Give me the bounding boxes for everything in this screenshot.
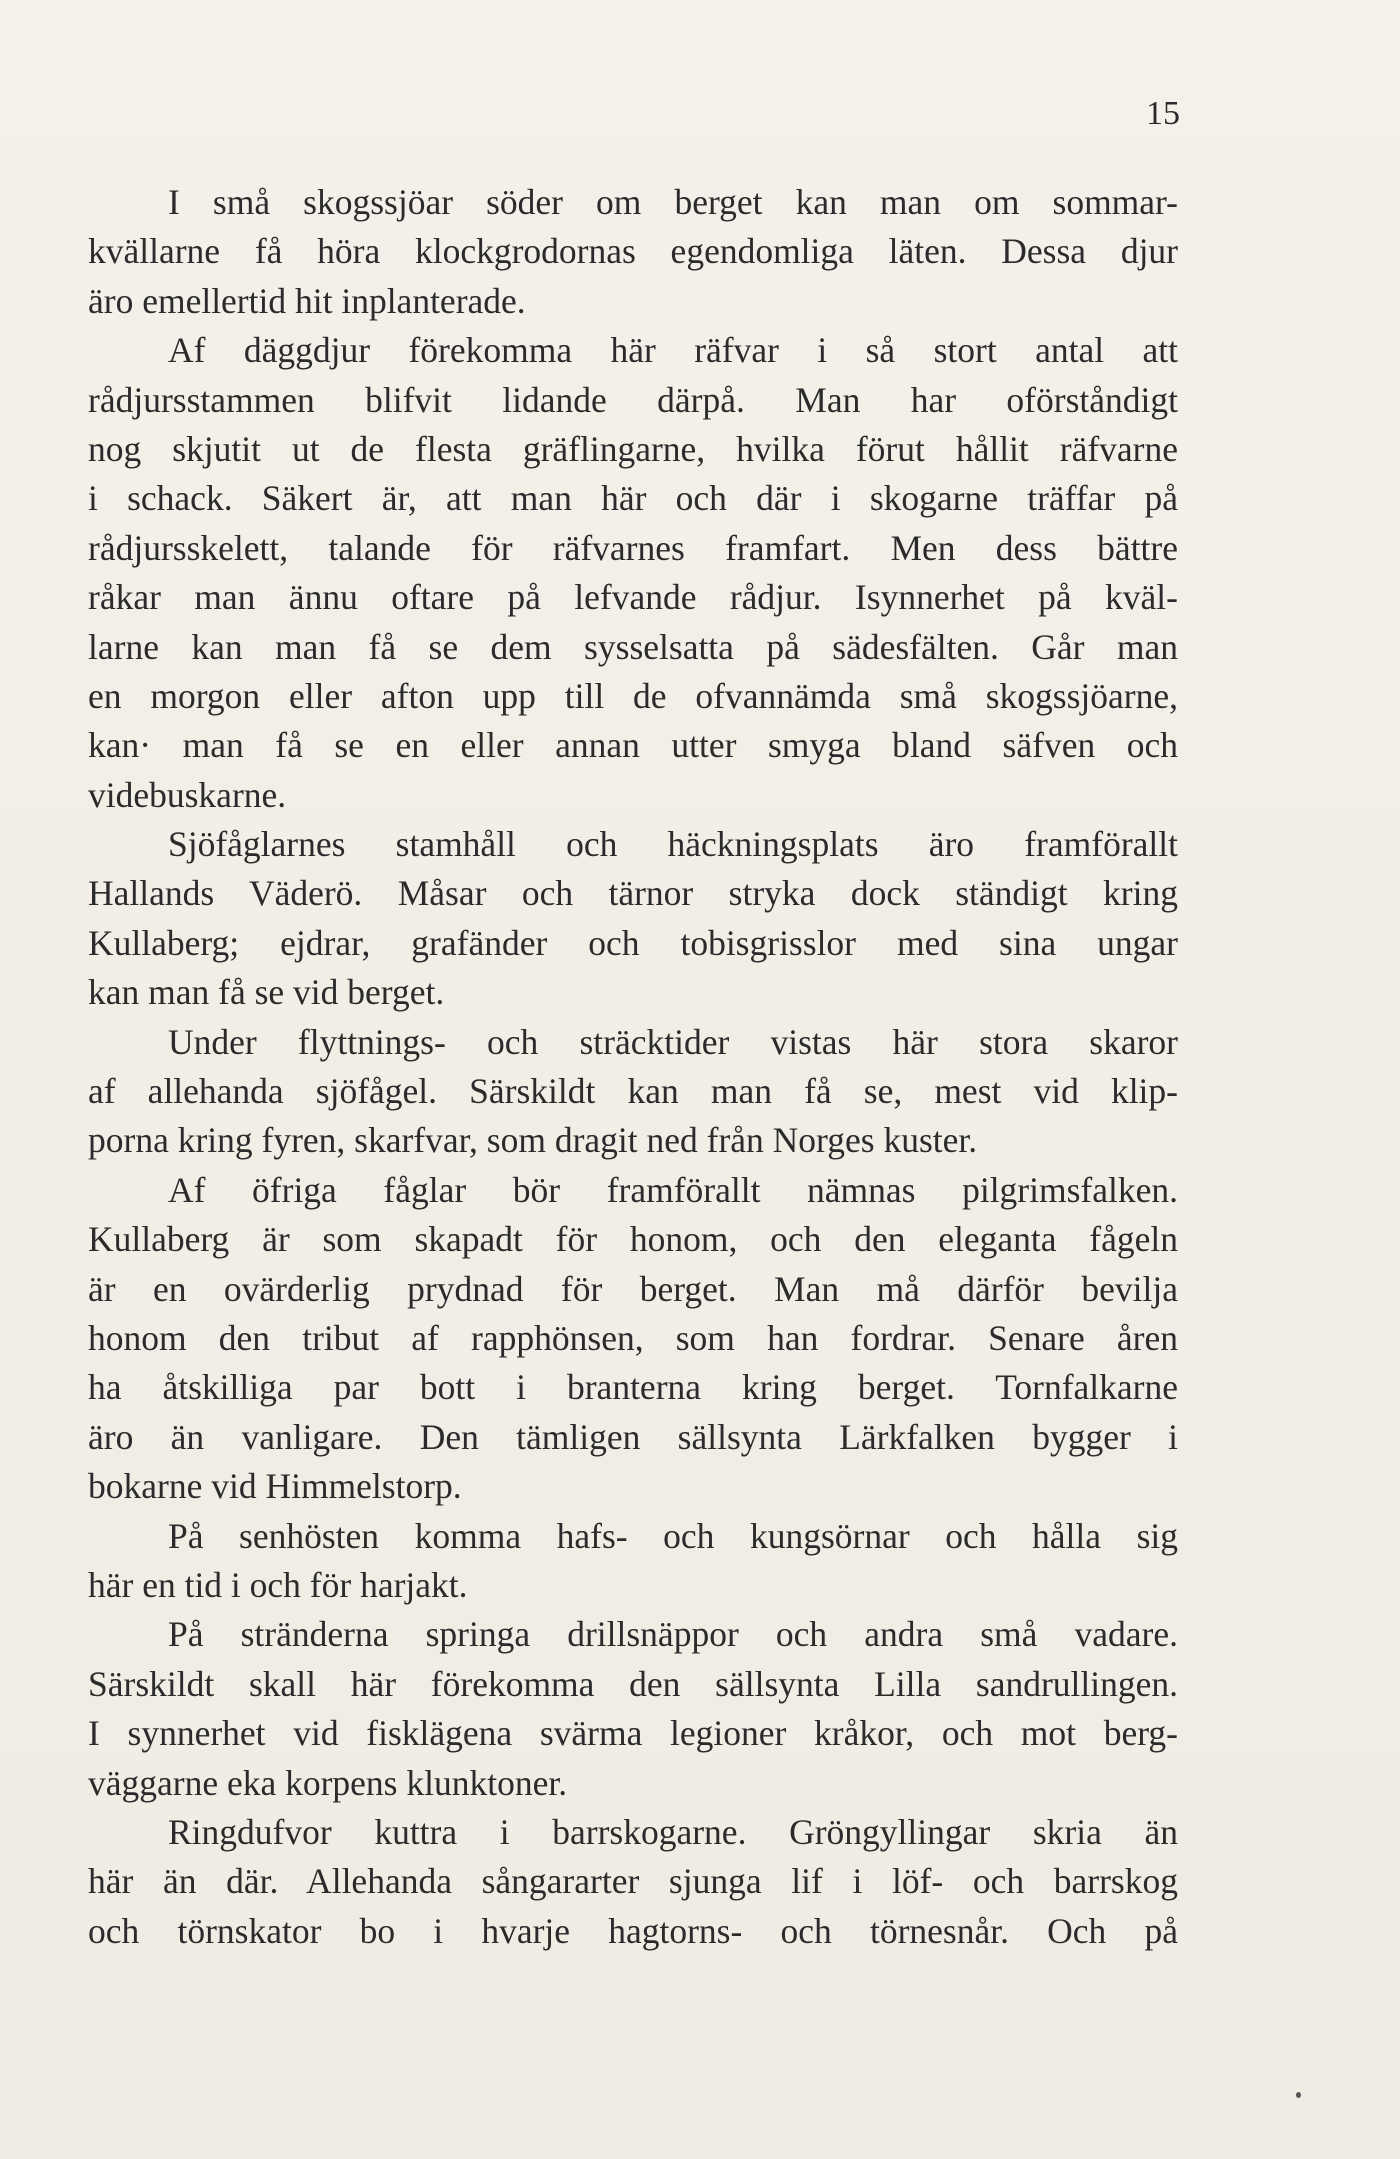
page-number: 15 xyxy=(1146,95,1180,132)
text-line: Af däggdjur förekomma här räfvar i så stort antal att xyxy=(168,330,1178,371)
paragraph xyxy=(88,1610,1178,1808)
text-line: Under flyttnings- och sträcktider vistas här stora skaror xyxy=(168,1021,1178,1062)
paper-speck xyxy=(1296,2092,1301,2098)
text-line: Hallands Väderö. Måsar och tärnor stryka dock ständigt kring xyxy=(88,873,1178,914)
body-text xyxy=(88,178,1178,1956)
text-line: I synnerhet vid fisklägena svärma legioner kråkor, och mot berg- xyxy=(88,1713,1178,1754)
text-line: Kullaberg; ejdrar, grafänder och tobisgrisslor med sina ungar xyxy=(88,922,1178,963)
text-line: är en ovärderlig prydnad för berget. Man må därför bevilja xyxy=(88,1268,1178,1309)
text-line: kan· man få se en eller annan utter smyga bland säfven och xyxy=(88,725,1178,766)
paragraph xyxy=(88,326,1178,820)
text-line: På senhösten komma hafs- och kungsörnar och hålla sig xyxy=(168,1515,1178,1556)
paragraph xyxy=(88,178,1178,326)
text-line: Särskildt skall här förekomma den sällsynta Lilla sandrullingen. xyxy=(88,1663,1178,1704)
text-line: här en tid i och för harjakt. xyxy=(88,1564,468,1605)
text-line: larne kan man få se dem sysselsatta på sädesfälten. Går man xyxy=(88,626,1178,667)
text-line: bokarne vid Himmelstorp. xyxy=(88,1466,462,1507)
text-line: porna kring fyren, skarfvar, som dragit ned från Norges kuster. xyxy=(88,1120,978,1161)
text-line: nog skjutit ut de flesta gräflingarne, hvilka förut hållit räfvarne xyxy=(88,428,1178,469)
text-line: af allehanda sjöfågel. Särskildt kan man få se, mest vid klip- xyxy=(88,1071,1178,1112)
paragraph xyxy=(88,1018,1178,1166)
text-line: I små skogssjöar söder om berget kan man om sommar- xyxy=(168,182,1178,222)
text-line: kvällarne få höra klockgrodornas egendomliga läten. Dessa djur xyxy=(88,231,1178,272)
text-line: rådjursstammen blifvit lidande därpå. Man har oförståndigt xyxy=(88,379,1178,420)
text-line: videbuskarne. xyxy=(88,774,287,815)
text-line: äro emellertid hit inplanterade. xyxy=(88,280,526,321)
text-line: väggarne eka korpens klunktoner. xyxy=(88,1762,568,1803)
paragraph xyxy=(88,1512,1178,1611)
text-line: ha åtskilliga par bott i branterna kring berget. Tornfalkarne xyxy=(88,1367,1178,1408)
text-line: Kullaberg är som skapadt för honom, och den eleganta fågeln xyxy=(88,1219,1178,1260)
text-line: i schack. Säkert är, att man här och där i skogarne träffar på xyxy=(88,478,1178,519)
text-line: här än där. Allehanda sångararter sjunga lif i löf- och barrskog xyxy=(88,1861,1178,1902)
text-line: Af öfriga fåglar bör framförallt nämnas pilgrimsfalken. xyxy=(168,1169,1178,1210)
text-line: en morgon eller afton upp till de ofvannämda små skogssjöarne, xyxy=(88,675,1178,716)
text-line: och törnskator bo i hvarje hagtorns- och törnesnår. Och på xyxy=(88,1910,1178,1951)
text-line: Ringdufvor kuttra i barrskogarne. Gröngyllingar skria än xyxy=(168,1811,1178,1852)
paragraph xyxy=(88,820,1178,1018)
text-line: äro än vanligare. Den tämligen sällsynta Lärkfalken bygger i xyxy=(88,1416,1178,1457)
text-line: råkar man ännu oftare på lefvande rådjur. Isynnerhet på kväl- xyxy=(88,577,1178,618)
text-line: rådjursskelett, talande för räfvarnes framfart. Men dess bättre xyxy=(88,527,1178,568)
paragraph xyxy=(88,1808,1178,1956)
text-line: Sjöfåglarnes stamhåll och häckningsplats äro framförallt xyxy=(168,824,1178,865)
text-line: kan man få se vid berget. xyxy=(88,972,445,1013)
text-line: På stränderna springa drillsnäppor och andra små vadare. xyxy=(168,1614,1178,1655)
paragraph xyxy=(88,1166,1178,1512)
text-line: honom den tribut af rapphönsen, som han fordrar. Senare åren xyxy=(88,1317,1178,1358)
